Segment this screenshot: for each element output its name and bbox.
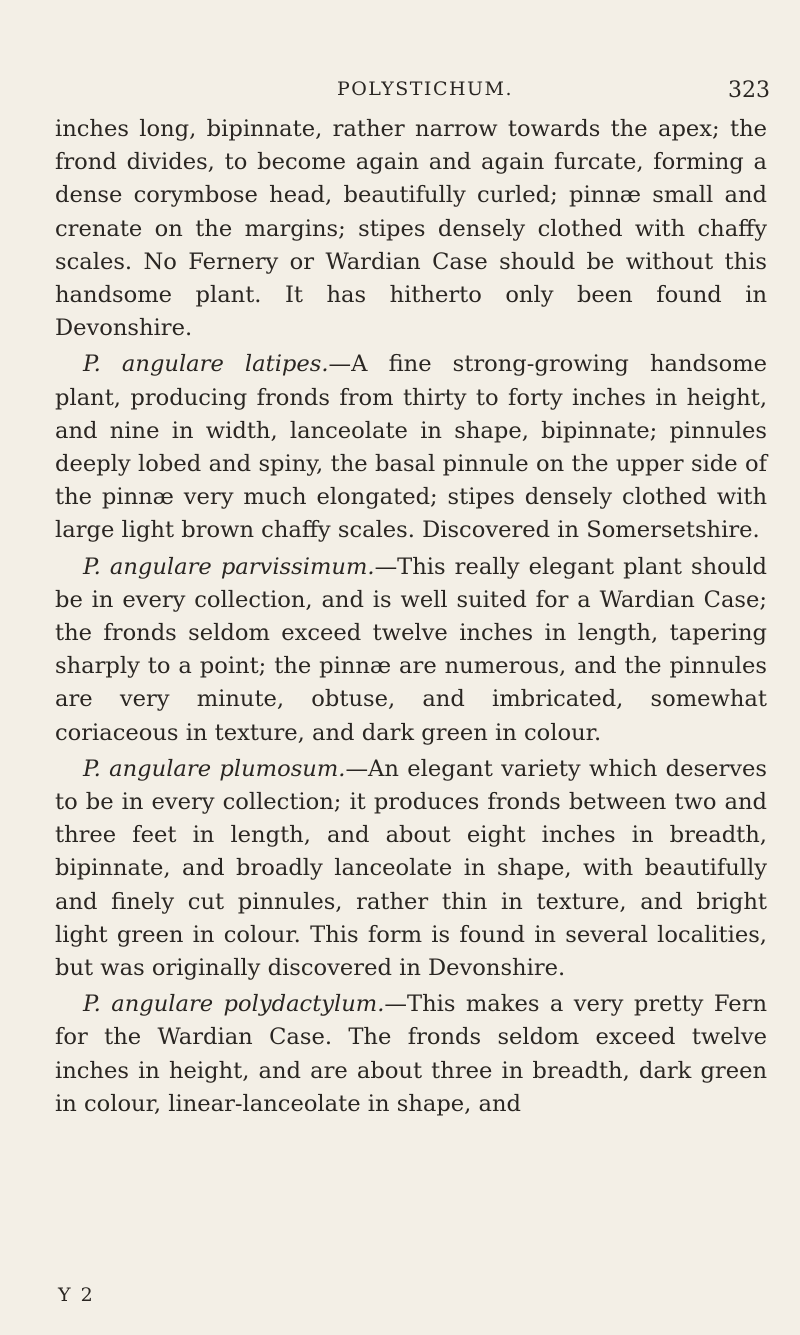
running-title: POLYSTICHUM. <box>336 78 514 100</box>
species-name: P. angulare latipes. <box>83 351 329 378</box>
paragraph-text: inches long, bipinnate, rather narrow towards the apex; the frond divides, to become again and again furcate, forming a dense corymbose head, beautifully curled; pinnæ small and crenate on the margins; stipes densely clothed with chaffy scales. No Fernery or Wardian Case should be without this handsome plant. It has hitherto only been found in Devonshire. <box>55 116 767 342</box>
species-name: P. angulare polydactylum. <box>83 991 385 1018</box>
page-number: 323 <box>728 78 770 103</box>
body-text <box>55 113 767 1121</box>
species-name: P. angulare plumosum. <box>83 755 346 782</box>
signature-mark: Y 2 <box>58 1284 95 1306</box>
paragraph-text: —An elegant variety which deserves to be in every collection; it produces fronds between two and three feet in length, and about eight inches in breadth, bipinnate, and broadly lanceolate in shape, with beautifully and finely cut pinnules, rather thin in texture, and bright light green in colour. This form is found in several localities, but was originally discovered in Devonshire. <box>55 755 767 982</box>
paragraph-text: —This makes a very pretty Fern for the Wardian Case. The fronds seldom exceed twelve inches in height, and are about three in breadth, dark green in colour, linear-lanceolate in shape, and <box>55 991 767 1117</box>
paragraph-text: —This really elegant plant should be in every collection, and is well suited for a Wardian Case; the fronds seldom exceed twelve inches in length, tapering sharply to a point; the pinnæ are numerous, and the pinnules are very minute, obtuse, and imbricated, somewhat coriaceous in texture, and dark green in colour. <box>55 553 768 746</box>
paragraph-latipes <box>55 348 767 547</box>
running-head <box>110 78 800 108</box>
paragraph-text: —A fine strong-growing handsome plant, producing fronds from thirty to forty inches in height, and nine in width, lanceolate in shape, bipinnate; pinnules deeply lobed and spiny, the basal pinnule on the upper side of the pinnæ very much elongated; stipes densely clothed with large light brown chaffy scales. Discovered in Somersetshire. <box>55 351 767 544</box>
paragraph-plumosum <box>55 753 767 985</box>
paragraph-parvissimum <box>55 551 767 750</box>
paragraph-polydactylum <box>55 988 767 1121</box>
paragraph-continuation <box>55 113 767 345</box>
species-name: P. angulare parvissimum. <box>83 553 375 580</box>
